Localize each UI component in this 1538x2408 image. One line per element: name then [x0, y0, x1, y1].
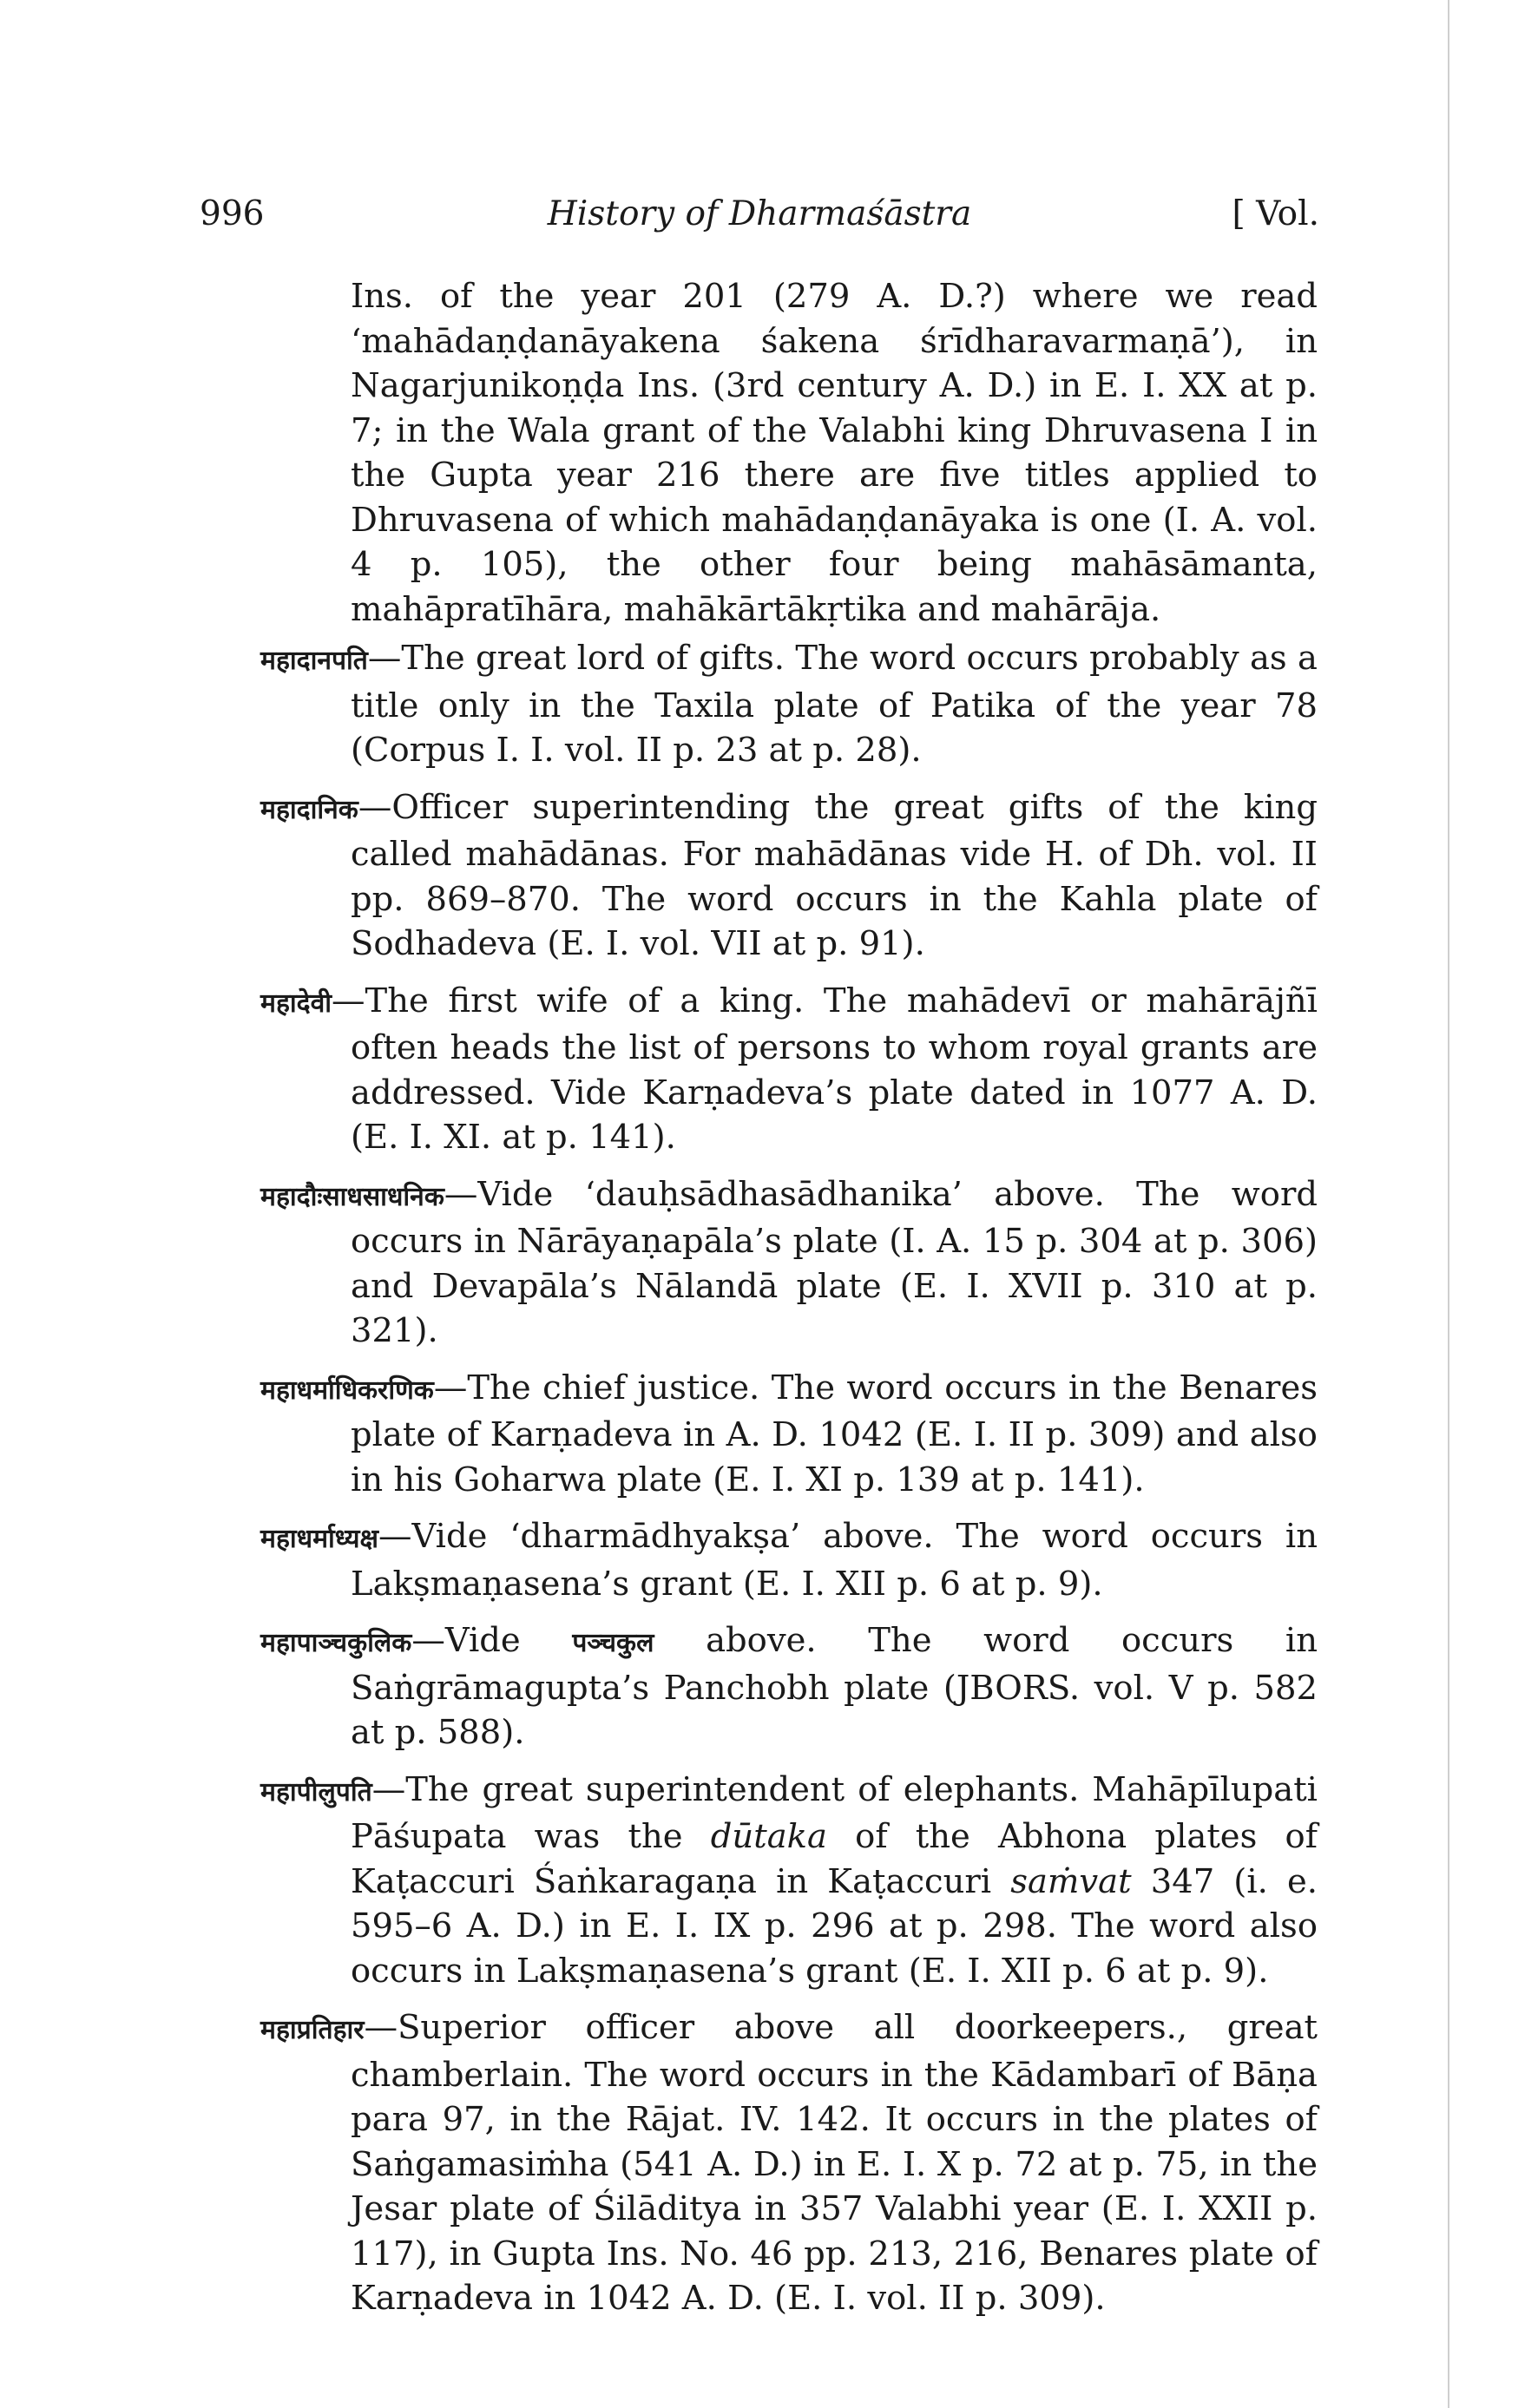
entry-mahapratihara	[260, 2005, 1318, 2321]
entry-term: महापाञ्चकुलिक	[260, 1628, 412, 1658]
entry-term: महादौःसाधसाधनिक	[260, 1181, 444, 1212]
entry-term: महापीलुपति	[260, 1776, 372, 1808]
page-body	[260, 274, 1318, 2333]
entry-text: —Vide	[411, 1621, 573, 1660]
entry-text: —Officer superintending the great gifts of the king called mahādānas. For mahādānas vide H. of Dh. vol. II pp. 869–870. The word occurs in the Kahla plate of Sodhadeva (E. I. vol. VII at p. 91).	[351, 787, 1318, 963]
entry-text: —The chief justice. The word occurs in the Benares plate of Karṇadeva in A. D. 1042 (E. I. II p. 309) and also in his Goharwa plate (E. I. XI p. 139 at p. 141).	[351, 1368, 1318, 1499]
entry-mahadevi	[260, 979, 1318, 1160]
entry-term: महाधर्माधिकरणिक	[260, 1375, 434, 1406]
entry-text: above. The word occurs in Saṅgrāmagupta’s Panchobh plate (JBORS. vol. V p. 582 at p. 588).	[351, 1621, 1318, 1752]
entry-italic-word: dūtaka	[710, 1817, 827, 1856]
entry-mahadanapati	[260, 636, 1318, 773]
volume-label: [ Vol.	[1232, 194, 1319, 233]
running-title: History of Dharmaśāstra	[547, 194, 972, 233]
entry-text: 347 (i. e. 595–6 A. D.) in E. I. IX p. 296 at p. 298. The word also occurs in Lakṣmaṇasena’s grant (E. I. XII p. 6 at p. 9).	[351, 1861, 1318, 1991]
entry-mahapancakulika	[260, 1618, 1318, 1755]
entry-inline-term: पञ्चकुल	[572, 1628, 654, 1658]
entry-text: —Vide ‘dharmādhyakṣa’ above. The word occurs in Lakṣmaṇasena’s grant (E. I. XII p. 6 at p. 9).	[351, 1517, 1318, 1604]
entry-term: महादेवी	[260, 987, 332, 1019]
page-header	[200, 194, 1319, 246]
entry-text: —The first wife of a king. The mahādevī or mahārājñī often heads the list of persons to whom royal grants are addressed. Vide Karṇadeva’s plate dated in 1077 A. D. (E. I. XI. at p. 141).	[332, 981, 1318, 1157]
entry-mahapilupati	[260, 1768, 1318, 1994]
intro-paragraph: Ins. of the year 201 (279 A. D.?) where we read ‘mahādaṇḍanāyakena śakena śrīdharavarmaṇā’), in Nagarjunikoṇḍa Ins. (3rd century A. D.) in E. I. XX at p. 7; in the Wala grant of the Valabhi king Dhruvasena I in the Gupta year 216 there are five titles applied to Dhruvasena of which mahādaṇḍanāyaka is one (I. A. vol. 4 p. 105), the other four being mahāsāmanta, mahāpratīhāra, mahākārtākṛtika and mahārāja.	[351, 277, 1318, 629]
entry-text: —Vide ‘dauḥsādhasādhanika’ above. The word occurs in Nārāyaṇapāla’s plate (I. A. 15 p. 304 at p. 306) and Devapāla’s Nālandā plate (E. I. XVII p. 310 at p. 321).	[351, 1174, 1318, 1350]
page-number: 996	[200, 194, 265, 233]
entry-mahadanika	[260, 785, 1318, 967]
entry-term: महाधर्माध्यक्ष	[260, 1524, 378, 1554]
entry-mahadharmadhikaranika	[260, 1366, 1318, 1503]
entry-text: —The great superintendent of elephants. Mahāpīlupati Pāśupata was the	[351, 1769, 1318, 1856]
entry-term: महादानिक	[260, 794, 358, 825]
entry-term: महाप्रतिहार	[260, 2015, 365, 2045]
entry-text: —Superior officer above all doorkeepers., great chamberlain. The word occurs in the Kādambarī of Bāṇa para 97, in the Rājat. IV. 142. It occurs in the plates of Saṅgamasiṁha (541 A. D.) in E. I. X p. 72 at p. 75, in the Jesar plate of Śilāditya in 357 Valabhi year (E. I. XXII p. 117), in Gupta Ins. No. 46 pp. 213, 216, Benares plate of Karṇadeva in 1042 A. D. (E. I. vol. II p. 309).	[351, 2008, 1318, 2318]
entry-term: महादानपति	[260, 646, 368, 676]
entry-text: —The great lord of gifts. The word occurs probably as a title only in the Taxila plate of Patika of the year 78 (Corpus I. I. vol. II p. 23 at p. 28).	[351, 639, 1318, 770]
entry-italic-word: saṁvat	[1010, 1861, 1132, 1901]
entry-mahadauhsadhasadhanika	[260, 1172, 1318, 1354]
page-edge-rule	[1448, 0, 1449, 2408]
entry-mahadharmadhyaksa	[260, 1514, 1318, 1606]
entry-text: of the Abhona plates of Kaṭaccuri Śaṅkaragaṇa in Kaṭaccuri	[351, 1817, 1318, 1901]
